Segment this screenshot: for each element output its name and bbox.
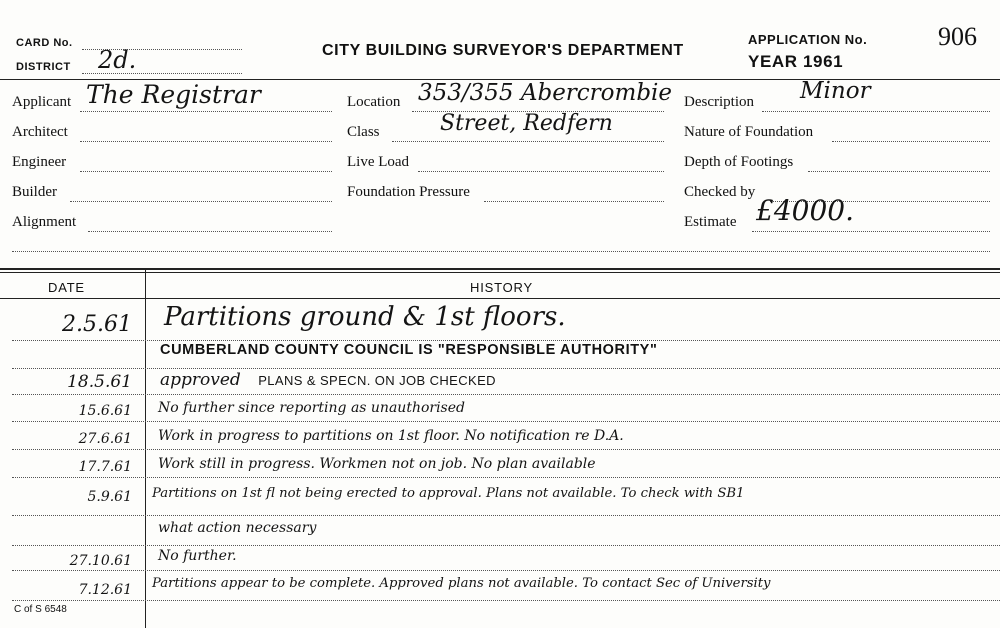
row-rule <box>12 477 1000 478</box>
depth-of-footings-line <box>808 171 990 172</box>
estimate-line <box>752 231 990 232</box>
location-value: 353/355 Abercrombie <box>418 80 673 106</box>
nature-of-foundation-label: Nature of Foundation <box>684 124 814 140</box>
class-value: Street, Redfern <box>440 111 613 136</box>
history-entry: Partitions on 1st fl not being erected to approval. Plans not available. To check with SB1 <box>152 486 745 501</box>
live-load-line <box>418 171 664 172</box>
fields-bottom-dotted <box>12 251 990 252</box>
district-value: 2d. <box>98 46 137 74</box>
district-label: DISTRICT <box>16 61 71 73</box>
row-rule <box>12 570 1000 571</box>
card-no-label: CARD No. <box>16 37 73 49</box>
history-header: HISTORY <box>470 280 533 295</box>
foundation-pressure-line <box>484 201 664 202</box>
row-rule <box>12 515 1000 516</box>
history-entry: No further since reporting as unauthorised <box>158 400 465 416</box>
application-no: 906 <box>938 22 977 51</box>
description-value: Minor <box>800 78 871 104</box>
engineer-line <box>80 171 332 172</box>
applicant-label: Applicant <box>12 94 72 110</box>
year: YEAR 1961 <box>748 52 844 71</box>
history-entry <box>160 370 496 390</box>
row-rule <box>12 394 1000 395</box>
alignment-line <box>88 231 332 232</box>
class-label: Class <box>347 124 380 140</box>
history-entry: Work still in progress. Workmen not on job. No plan available <box>158 456 596 472</box>
history-top-rule <box>0 268 1000 270</box>
foundation-pressure-label: Foundation Pressure <box>347 184 470 200</box>
architect-line <box>80 141 332 142</box>
row-rule <box>12 421 1000 422</box>
row-rule <box>12 600 1000 601</box>
history-date: 17.7.61 <box>78 459 132 475</box>
builder-line <box>70 201 332 202</box>
history-date: 27.6.61 <box>78 431 132 447</box>
history-entry-typed: CUMBERLAND COUNTY COUNCIL IS "RESPONSIBLE AUTHORITY" <box>160 342 658 358</box>
history-entry: Partitions ground & 1st floors. <box>164 302 566 332</box>
row-rule <box>12 545 1000 546</box>
district-line <box>82 73 242 74</box>
description-line <box>762 111 990 112</box>
builder-label: Builder <box>12 184 57 200</box>
row-rule <box>12 449 1000 450</box>
department-title: CITY BUILDING SURVEYOR'S DEPARTMENT <box>322 42 684 59</box>
history-date: 5.9.61 <box>87 489 132 505</box>
estimate-label: Estimate <box>684 214 737 230</box>
row-rule <box>12 340 1000 341</box>
history-date: 7.12.61 <box>78 582 132 598</box>
application-no-label: APPLICATION No. <box>748 32 868 47</box>
form-number: C of S 6548 <box>14 604 67 615</box>
nature-of-foundation-line <box>832 141 990 142</box>
alignment-label: Alignment <box>12 214 77 230</box>
history-header-rule <box>0 298 1000 299</box>
history-date: 2.5.61 <box>62 312 132 337</box>
engineer-label: Engineer <box>12 154 67 170</box>
applicant-value: The Registrar <box>86 80 261 109</box>
history-entry: Work in progress to partitions on 1st floor. No notification re D.A. <box>158 428 624 444</box>
history-entry: Partitions appear to be complete. Approved plans not available. To contact Sec of University <box>152 576 771 591</box>
row-rule <box>12 368 1000 369</box>
applicant-line <box>80 111 332 112</box>
history-date: 18.5.61 <box>67 372 132 392</box>
depth-of-footings-label: Depth of Footings <box>684 154 794 170</box>
date-column-divider <box>145 268 146 628</box>
history-entry-typed: PLANS & SPECN. ON JOB CHECKED <box>258 373 496 388</box>
history-entry-handwritten: approved <box>160 370 241 390</box>
checked-by-label: Checked by <box>684 184 756 200</box>
live-load-label: Live Load <box>347 154 410 170</box>
history-entry: No further. <box>158 548 237 564</box>
history-date: 27.10.61 <box>69 553 132 569</box>
class-line <box>392 141 664 142</box>
description-label: Description <box>684 94 754 110</box>
architect-label: Architect <box>12 124 68 140</box>
history-date: 15.6.61 <box>78 403 132 419</box>
date-header: DATE <box>48 280 85 295</box>
history-top-rule-2 <box>0 272 1000 273</box>
estimate-value: £4000. <box>756 194 854 227</box>
location-label: Location <box>347 94 401 110</box>
history-entry: what action necessary <box>158 520 317 536</box>
